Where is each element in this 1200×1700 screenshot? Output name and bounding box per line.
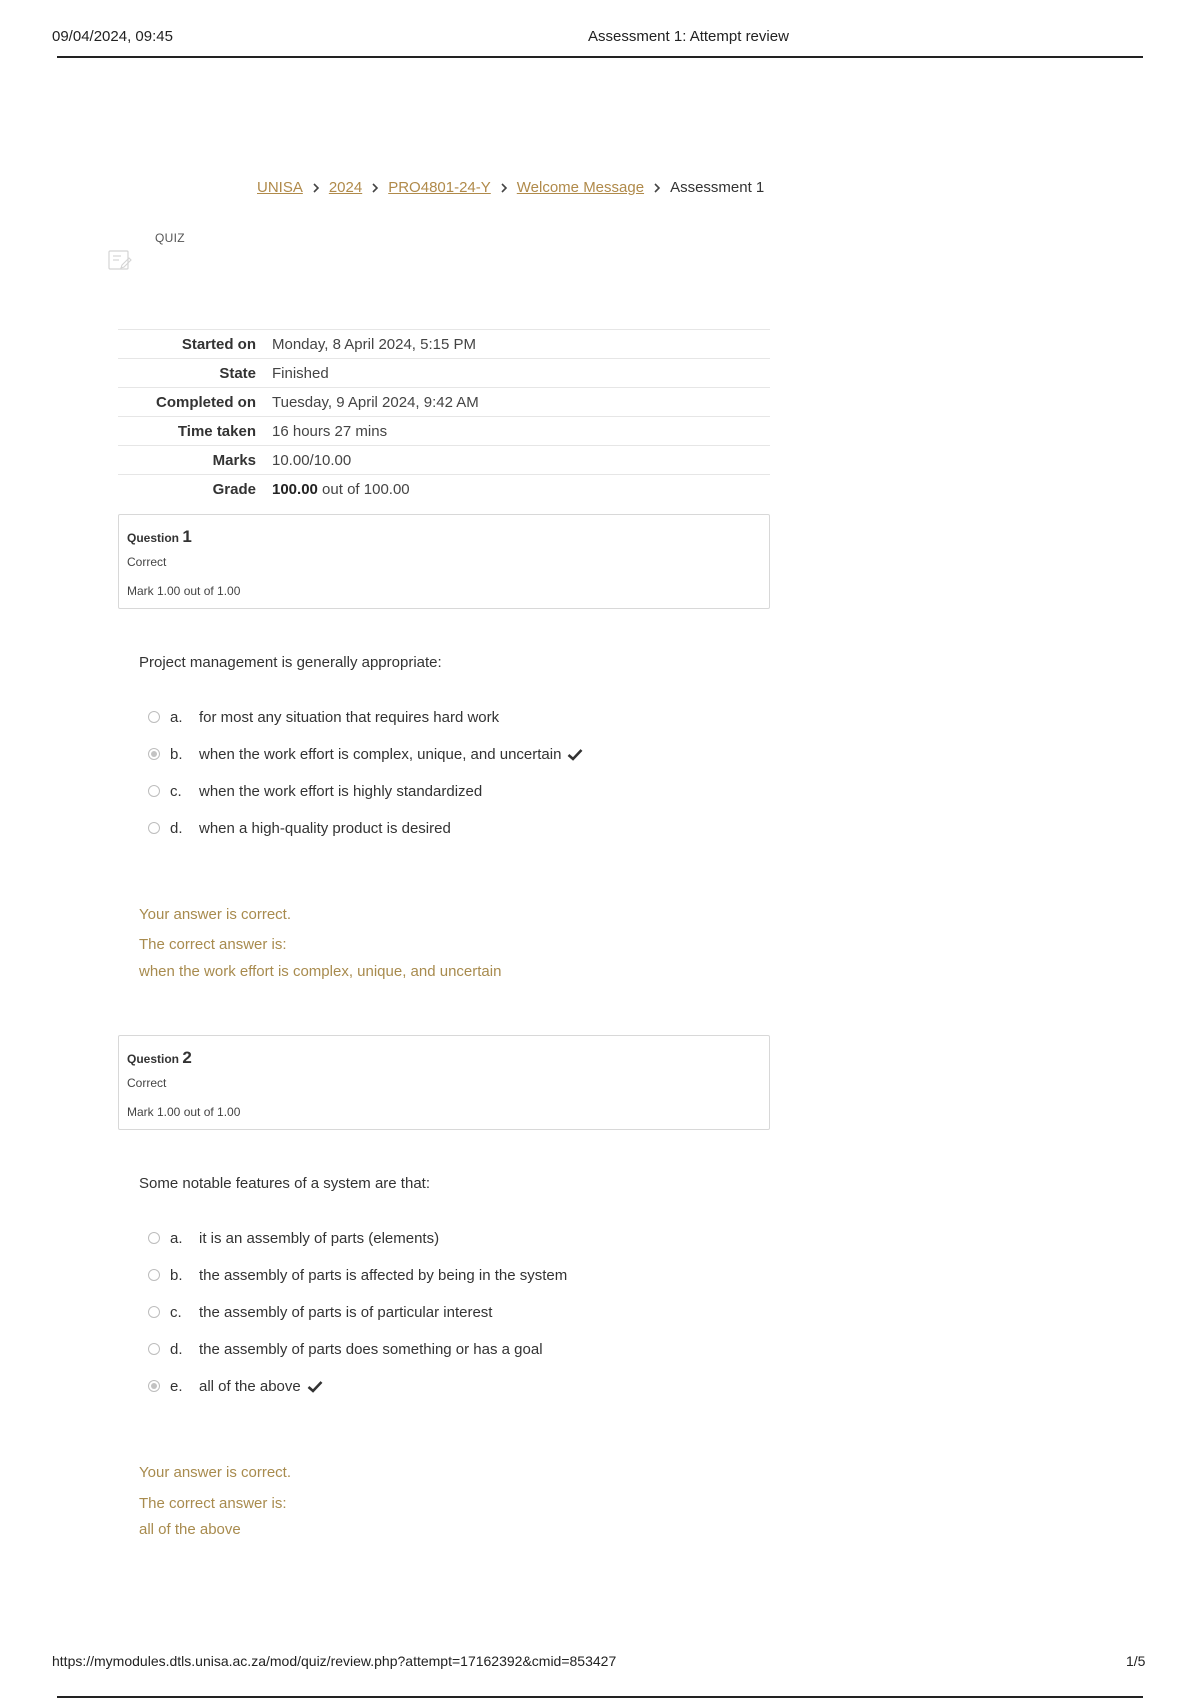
answer-text: when a high-quality product is desired [199,819,451,837]
summary-value: 10.00/10.00 [272,451,352,469]
summary-label: Time taken [177,422,256,440]
summary-row [118,387,770,416]
feedback-right-answer-label: The correct answer is: [139,936,287,953]
summary-row-grade [118,474,770,503]
attempt-summary-table [118,329,770,503]
summary-value: 16 hours 27 mins [272,422,388,440]
summary-label: Grade [212,480,256,498]
answer-text: the assembly of parts does something or has a goal [199,1340,543,1358]
answer-text: when the work effort is complex, unique, and uncertain [199,745,562,763]
feedback-right-answer: all of the above [139,1521,241,1538]
chevron-right-icon [500,183,508,193]
quiz-icon [108,249,132,271]
breadcrumb-link-unisa[interactable]: UNISA [257,179,303,196]
print-datetime: 09/04/2024, 09:45 [52,28,173,45]
breadcrumb-link-section[interactable]: Welcome Message [516,179,645,196]
print-url: https://mymodules.dtls.unisa.ac.za/mod/quiz/review.php?attempt=17162392&cmid=853427 [52,1653,617,1669]
answer-letter: d. [170,819,183,837]
check-icon [567,748,583,761]
radio-button[interactable] [148,822,160,834]
summary-value: Finished [272,364,329,382]
radio-button[interactable] [148,785,160,797]
answer-letter: b. [170,745,183,763]
header-divider [57,56,1143,58]
radio-button[interactable] [148,1232,160,1244]
answer-option[interactable] [148,1227,439,1249]
question-info-box [118,1035,770,1130]
question-label: Question [127,1052,180,1066]
answer-letter: b. [170,1266,183,1284]
summary-label: Completed on [156,393,256,411]
answer-text: the assembly of parts is affected by being in the system [199,1266,568,1284]
answer-letter: a. [170,708,183,726]
chevron-right-icon [653,183,661,193]
grade-suffix: out of 100.00 [317,480,410,498]
answer-text: the assembly of parts is of particular interest [199,1303,493,1321]
summary-row [118,358,770,387]
question-mark: Mark 1.00 out of 1.00 [127,584,241,598]
radio-button[interactable] [148,711,160,723]
breadcrumb-current: Assessment 1 [670,179,765,196]
breadcrumb-link-module[interactable]: PRO4801-24-Y [388,179,491,196]
question-number-value: 1 [182,527,192,546]
question-label: Question [127,531,180,545]
answer-option[interactable] [148,1301,492,1323]
question-number-value: 2 [182,1048,192,1067]
feedback-right-answer: when the work effort is complex, unique, and uncertain [139,963,502,980]
answer-option[interactable] [148,780,482,802]
footer-divider [57,1696,1143,1698]
radio-button[interactable] [148,1306,160,1318]
grade-score: 100.00 [272,480,318,498]
answer-text: it is an assembly of parts (elements) [199,1229,440,1247]
breadcrumb-link-year[interactable]: 2024 [328,179,363,196]
answer-option-selected[interactable] [148,743,583,765]
answer-option[interactable] [148,1264,567,1286]
answer-letter: d. [170,1340,183,1358]
summary-label: Marks [212,451,256,469]
answer-text: when the work effort is highly standardized [199,782,483,800]
question-info-box [118,514,770,609]
breadcrumb [257,179,764,196]
question-number [127,527,192,547]
radio-button[interactable] [148,1269,160,1281]
answer-option[interactable] [148,817,451,839]
answer-option[interactable] [148,706,499,728]
answer-letter: a. [170,1229,183,1247]
summary-label: State [219,364,256,382]
activity-type-label: QUIZ [155,231,185,245]
summary-value: Tuesday, 9 April 2024, 9:42 AM [272,393,479,411]
summary-value: Monday, 8 April 2024, 5:15 PM [272,335,477,353]
question-state: Correct [127,1076,167,1090]
radio-button-checked[interactable] [148,748,160,760]
check-icon [307,1380,323,1393]
feedback-right-answer-label: The correct answer is: [139,1495,287,1512]
chevron-right-icon [371,183,379,193]
summary-row [118,329,770,358]
chevron-right-icon [312,183,320,193]
question-state: Correct [127,555,167,569]
answer-letter: e. [170,1377,183,1395]
answer-text: all of the above [199,1377,301,1395]
summary-row [118,416,770,445]
feedback-correct-message: Your answer is correct. [139,906,292,923]
answer-option[interactable] [148,1338,543,1360]
answer-letter: c. [170,1303,182,1321]
summary-row [118,445,770,474]
radio-button-checked[interactable] [148,1380,160,1392]
answer-letter: c. [170,782,182,800]
summary-value-grade [272,481,410,498]
answer-text: for most any situation that requires hard work [199,708,500,726]
radio-button[interactable] [148,1343,160,1355]
print-page-number: 1/5 [1126,1653,1146,1669]
print-page-title: Assessment 1: Attempt review [588,28,789,45]
question-text: Some notable features of a system are that: [139,1175,430,1192]
question-number [127,1048,192,1068]
feedback-correct-message: Your answer is correct. [139,1464,292,1481]
question-mark: Mark 1.00 out of 1.00 [127,1105,241,1119]
answer-option-selected[interactable] [148,1375,323,1397]
question-text: Project management is generally appropriate: [139,654,442,671]
summary-label: Started on [181,335,256,353]
